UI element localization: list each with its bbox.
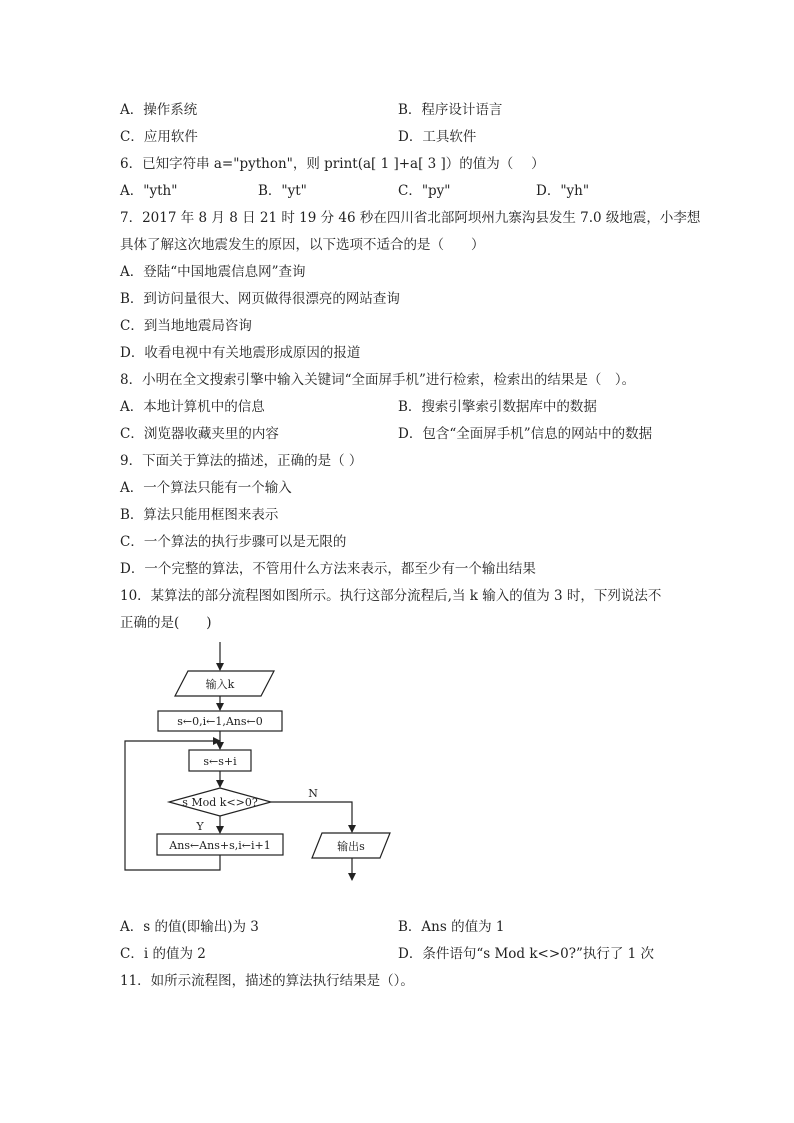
- flow-output-label: 输出s: [337, 840, 365, 853]
- q6-option-d: D．"yh": [536, 183, 590, 199]
- q5-option-b: B．程序设计语言: [398, 102, 503, 118]
- q5-option-a: A．操作系统: [120, 102, 198, 118]
- q9-option-a: A．一个算法只能有一个输入: [120, 480, 292, 496]
- q7-option-a: A．登陆“中国地震信息网”查询: [120, 264, 306, 280]
- flow-no-label: N: [308, 787, 318, 800]
- flow-update-label: s←s+i: [203, 755, 237, 768]
- q11-stem: 11．如所示流程图，描述的算法执行结果是（）。: [120, 973, 414, 989]
- q8-option-d: D．包含“全面屏手机”信息的网站中的数据: [398, 426, 653, 442]
- q8-option-b: B．搜索引擎索引数据库中的数据: [398, 399, 597, 415]
- flow-condition-label: s Mod k<>0?: [182, 796, 258, 809]
- arrow-no: [271, 802, 352, 832]
- flow-yes-label: Y: [196, 820, 204, 833]
- flow-input-label: 输入k: [205, 678, 235, 691]
- flow-accumulate-label: Ans←Ans+s,i←i+1: [169, 839, 271, 852]
- q5-option-c: C．应用软件: [120, 129, 198, 145]
- q8-option-c: C．浏览器收藏夹里的内容: [120, 426, 279, 442]
- q6-option-a: A．"yth": [120, 183, 178, 199]
- q6-stem: 6．已知字符串 a="python"，则 print(a[ 1 ]+a[ 3 ]）的值为（ ）: [120, 156, 545, 172]
- flow-init-label: s←0,i←1,Ans←0: [177, 715, 263, 728]
- q6-option-c: C．"py": [398, 183, 451, 199]
- q8-stem: 8．小明在全文搜索引擎中输入关键词“全面屏手机”进行检索，检索出的结果是（ ）。: [120, 372, 636, 388]
- q10-stem-line1: 10．某算法的部分流程图如图所示。执行这部分流程后,当 k 输入的值为 3 时，下列说法不: [120, 588, 662, 604]
- q7-option-c: C．到当地地震局咨询: [120, 318, 252, 334]
- q6-option-b: B．"yt": [258, 183, 307, 199]
- q10-stem-line2: 正确的是( ): [120, 615, 212, 631]
- q9-option-c: C．一个算法的执行步骤可以是无限的: [120, 534, 347, 550]
- q8-option-a: A．本地计算机中的信息: [120, 399, 265, 415]
- q9-stem: 9．下面关于算法的描述，正确的是（ ）: [120, 453, 363, 469]
- q5-option-d: D．工具软件: [398, 129, 477, 145]
- q7-option-d: D．收看电视中有关地震形成原因的报道: [120, 345, 361, 361]
- q10-flowchart: [118, 638, 418, 888]
- q10-option-d: D．条件语句“s Mod k<>0?”执行了 1 次: [398, 946, 655, 962]
- q7-option-b: B．到访问量很大、网页做得很漂亮的网站查询: [120, 291, 400, 307]
- q10-option-c: C．i 的值为 2: [120, 946, 206, 962]
- q10-option-a: A．s 的值(即输出)为 3: [120, 919, 259, 935]
- q7-stem-line1: 7．2017 年 8 月 8 日 21 时 19 分 46 秒在四川省北部阿坝州九寨沟县发生 7.0 级地震，小李想: [120, 210, 701, 226]
- q9-option-b: B．算法只能用框图来表示: [120, 507, 279, 523]
- q10-option-b: B．Ans 的值为 1: [398, 919, 505, 935]
- q7-stem-line2: 具体了解这次地震发生的原因，以下选项不适合的是（ ）: [120, 237, 485, 253]
- q9-option-d: D．一个完整的算法，不管用什么方法来表示，都至少有一个输出结果: [120, 561, 536, 577]
